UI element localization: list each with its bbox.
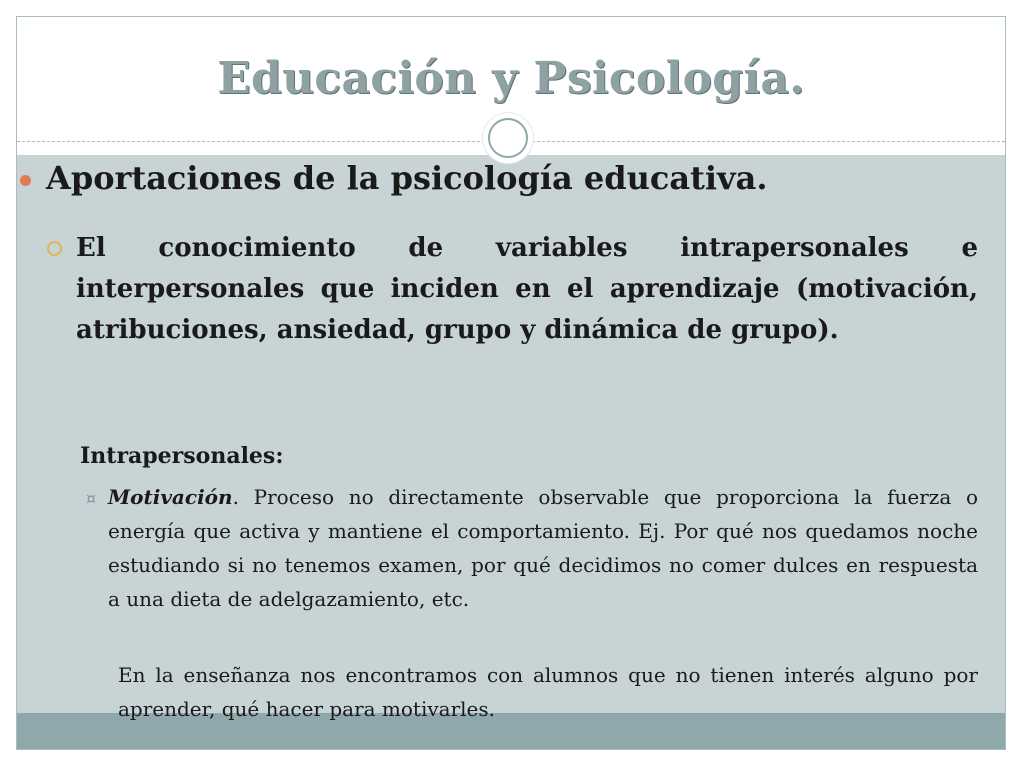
subheading-intrapersonales: Intrapersonales: — [80, 443, 284, 469]
bullet-level3 — [86, 480, 978, 616]
paragraph-ensenanza: En la enseñanza nos encontramos con alumnos que no tienen interés alguno por aprender, qué hacer para motivarles. — [118, 663, 978, 721]
ring-ornament-icon — [483, 113, 533, 163]
filled-circle-bullet-icon — [20, 175, 31, 186]
bullet-level1-text: Aportaciones de la psicología educativa. — [46, 159, 768, 197]
motivacion-term: Motivación — [108, 485, 233, 509]
star-bullet-icon: ¤ — [86, 489, 97, 508]
bullet-level2 — [76, 228, 978, 351]
slide — [16, 16, 1006, 750]
slide-title: Educación y Psicología. — [217, 53, 805, 104]
hollow-circle-bullet-icon — [47, 241, 62, 256]
motivacion-text: . Proceso no directamente observable que proporciona la fuerza o energía que activa y mantiene el comportamiento. Ej. Por qué nos quedamos noche estudiando si no tenemos examen, por qué decidimos no comer dulces en respuesta a una dieta de adelgazamiento, etc. — [108, 485, 978, 611]
bullet-level2-text: El conocimiento de variables intrapersonales e interpersonales que inciden en el aprendizaje (motivación, atribuciones, ansiedad, grupo y dinámica de grupo). — [76, 233, 978, 345]
bullet-level1 — [46, 158, 768, 198]
